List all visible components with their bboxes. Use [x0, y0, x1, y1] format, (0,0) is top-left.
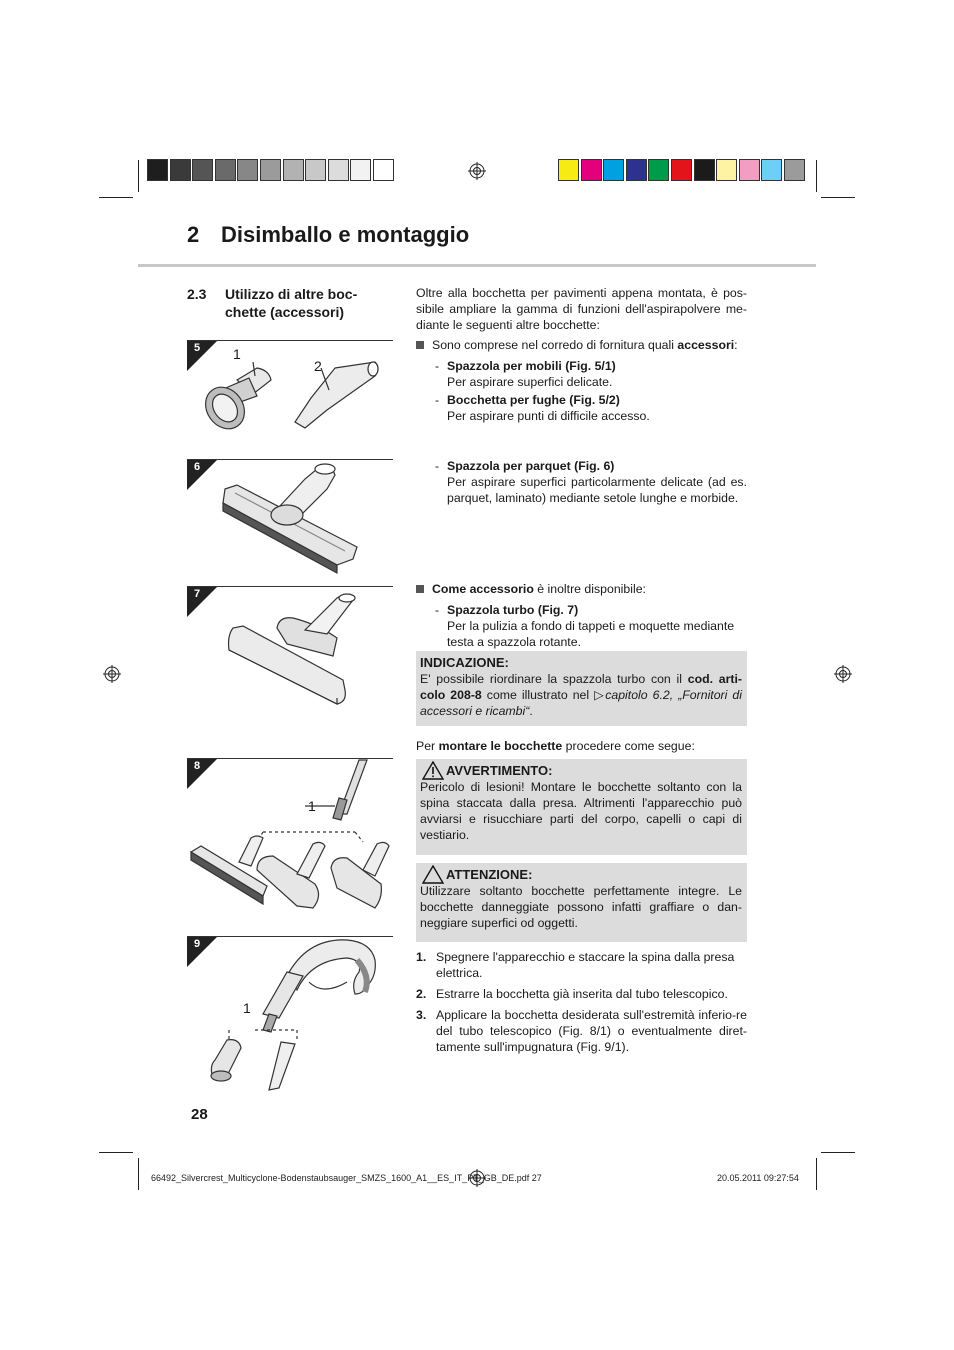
calibration-swatch: [328, 159, 349, 181]
figure-number: 6: [194, 461, 201, 473]
item-name: Spazzola per parquet (Fig. 6): [447, 459, 615, 473]
supplied-bullet: [416, 337, 747, 353]
step-number: 2.: [416, 987, 427, 1001]
footer-filename: 66492_Silvercrest_Multicyclone-Bodenstaubsauger_SMZS_1600_A1__ES_IT_PT_GB_DE.pdf 27: [151, 1173, 542, 1183]
accessory-bullet: [416, 581, 747, 597]
chapter-title-text: Disimballo e montaggio: [221, 222, 470, 247]
note-code: cod. arti-colo 208-8: [420, 672, 742, 702]
step-item: [416, 1007, 747, 1055]
crop-mark: [816, 1158, 817, 1190]
bullet-square-icon: [416, 585, 424, 593]
calibration-swatch: [170, 159, 191, 181]
calibration-swatch: [603, 159, 624, 181]
section-number: 2.3: [187, 286, 207, 302]
crop-mark: [138, 1158, 139, 1190]
calibration-swatch: [373, 159, 394, 181]
calibration-swatch: [716, 159, 737, 181]
crop-mark: [99, 1152, 133, 1153]
calibration-swatch: [784, 159, 805, 181]
figure-8-illustration: [187, 758, 393, 918]
crop-mark: [821, 197, 855, 198]
step-number: 3.: [416, 1008, 427, 1022]
page-number: 28: [191, 1106, 208, 1123]
figure-8: [187, 758, 393, 918]
mount-intro: [416, 738, 747, 754]
crop-mark: [99, 197, 133, 198]
chapter-rule: [138, 264, 816, 267]
warning-box: [416, 759, 747, 855]
registration-mark-icon: [468, 162, 486, 180]
figure-label: 2: [314, 358, 322, 374]
calibration-swatch: [558, 159, 579, 181]
item-name: Spazzola per mobili (Fig. 5/1): [447, 359, 616, 373]
figure-number: 9: [194, 938, 201, 950]
note-text: E' possibile riordinare la spazzola turbo con il: [420, 672, 688, 686]
item-desc: Per aspirare superfici particolarmente delicate (ad es. parquet, laminato) mediante setole lunghe e morbide.: [447, 475, 747, 505]
calibration-swatch: [671, 159, 692, 181]
calibration-swatch: [192, 159, 213, 181]
arrow-right-icon: ▷: [594, 688, 606, 702]
note-box: [416, 651, 747, 726]
figure-6: [187, 459, 393, 577]
crop-mark: [821, 1152, 855, 1153]
list-item: - Spazzola turbo (Fig. 7) Per la pulizia a fondo di tappeti e moquette mediante testa a spazzola rotante.: [435, 603, 735, 649]
note-title: INDICAZIONE:: [420, 655, 509, 670]
figure-6-illustration: [187, 459, 393, 577]
section-heading: [187, 285, 387, 325]
item-desc: Per aspirare superfici delicate.: [447, 375, 613, 389]
figure-label: 1: [233, 346, 241, 362]
item-desc: Per aspirare punti di difficile accesso.: [447, 409, 650, 423]
note-chapter-link[interactable]: capitolo 6.2, „Fornitori di accessori e ricambi“: [420, 688, 742, 718]
mount-text: Per: [416, 739, 439, 753]
warning-title: AVVERTIMENTO:: [446, 763, 553, 778]
note-text: .: [529, 704, 533, 718]
accessory-bold: Come accessorio: [432, 582, 534, 596]
calibration-swatch: [626, 159, 647, 181]
crop-mark: [138, 160, 139, 192]
calibration-swatch: [260, 159, 281, 181]
turbo-name: Spazzola turbo (Fig. 7): [447, 603, 579, 617]
crop-mark: [816, 160, 817, 192]
item-name: Bocchetta per fughe (Fig. 5/2): [447, 393, 620, 407]
list-item: - Spazzola per mobili (Fig. 5/1) Per aspirare superfici delicate.: [435, 359, 616, 389]
calibration-swatch: [215, 159, 236, 181]
list-item: - Bocchetta per fughe (Fig. 5/2) Per aspirare punti di difficile accesso.: [435, 393, 650, 423]
figure-5-illustration: [187, 340, 393, 445]
calibration-swatch: [694, 159, 715, 181]
warning-triangle-icon: [422, 761, 444, 780]
accessory-text: è inoltre disponibile:: [533, 582, 646, 596]
chapter-number: 2: [187, 222, 200, 247]
figure-number: 5: [194, 342, 201, 354]
footer-timestamp: 20.05.2011 09:27:54: [717, 1173, 799, 1183]
calibration-swatch: [581, 159, 602, 181]
figure-7-illustration: [187, 586, 393, 711]
figure-9-illustration: [187, 936, 393, 1096]
figure-9: [187, 936, 393, 1096]
calibration-swatch: [147, 159, 168, 181]
warning-text: Pericolo di lesioni! Montare le bocchette soltanto con la spina staccata dalla presa. Altrimenti l'apparecchio può avviarsi e risucchiare parti del corpo, capelli o capi di vestiario.: [420, 780, 742, 842]
calibration-swatch: [739, 159, 760, 181]
figure-label: 1: [308, 798, 316, 814]
calibration-swatch: [350, 159, 371, 181]
step-text: Spegnere l'apparecchio e staccare la spina dalla presa elettrica.: [436, 950, 735, 980]
figure-number: 7: [194, 588, 201, 600]
steps-list: [416, 949, 747, 1055]
caution-triangle-icon: [422, 865, 444, 884]
calibration-swatch: [237, 159, 258, 181]
registration-mark-icon: [103, 665, 121, 683]
mount-text: procedere come segue:: [562, 739, 695, 753]
step-text: Estrarre la bocchetta già inserita dal tubo telescopico.: [436, 987, 728, 1001]
step-item: [416, 949, 747, 981]
registration-mark-icon: [834, 665, 852, 683]
bullet-square-icon: [416, 341, 424, 349]
section-title: Utilizzo di altre boc-chette (accessori): [225, 286, 358, 320]
calibration-swatch: [761, 159, 782, 181]
calibration-swatch: [648, 159, 669, 181]
figure-7: [187, 586, 393, 711]
supplied-bold: accessori: [677, 338, 735, 352]
note-text: come illustrato nel: [481, 688, 595, 702]
figure-number: 8: [194, 760, 201, 772]
step-text: Applicare la bocchetta desiderata sull'estremità inferio-re del tubo telescopico (Fig. 8/1) o eventualmente diret-tamente sull'impugnatura (Fig. 9/1).: [436, 1008, 747, 1054]
caution-text: Utilizzare soltanto bocchette perfettamente integre. Le bocchette danneggiate possono infatti graffiare o dan-neggiare superfici od oggetti.: [420, 884, 742, 930]
mount-bold: montare le bocchette: [438, 739, 563, 753]
calibration-swatch: [283, 159, 304, 181]
figure-5: [187, 340, 393, 445]
step-item: [416, 986, 747, 1002]
intro-paragraph: Oltre alla bocchetta per pavimenti appena montata, è pos-sibile ampliare la gamma di funzioni dell'aspirapolvere me-diante le seguenti altre bocchette:: [416, 286, 747, 332]
calibration-swatch: [305, 159, 326, 181]
chapter-title: [187, 222, 469, 248]
supplied-colon: :: [734, 338, 738, 352]
caution-title: ATTENZIONE:: [446, 867, 533, 882]
supplied-text: Sono comprese nel corredo di fornitura quali: [432, 338, 678, 352]
figure-label: 1: [243, 1000, 251, 1016]
list-item: - Spazzola per parquet (Fig. 6) Per aspirare superfici particolarmente delicate (ad es. parquet, laminato) mediante setole lunghe e morbide.: [435, 459, 747, 505]
caution-box: [416, 863, 747, 942]
turbo-desc: Per la pulizia a fondo di tappeti e moquette mediante testa a spazzola rotante.: [447, 619, 735, 649]
step-number: 1.: [416, 950, 427, 964]
